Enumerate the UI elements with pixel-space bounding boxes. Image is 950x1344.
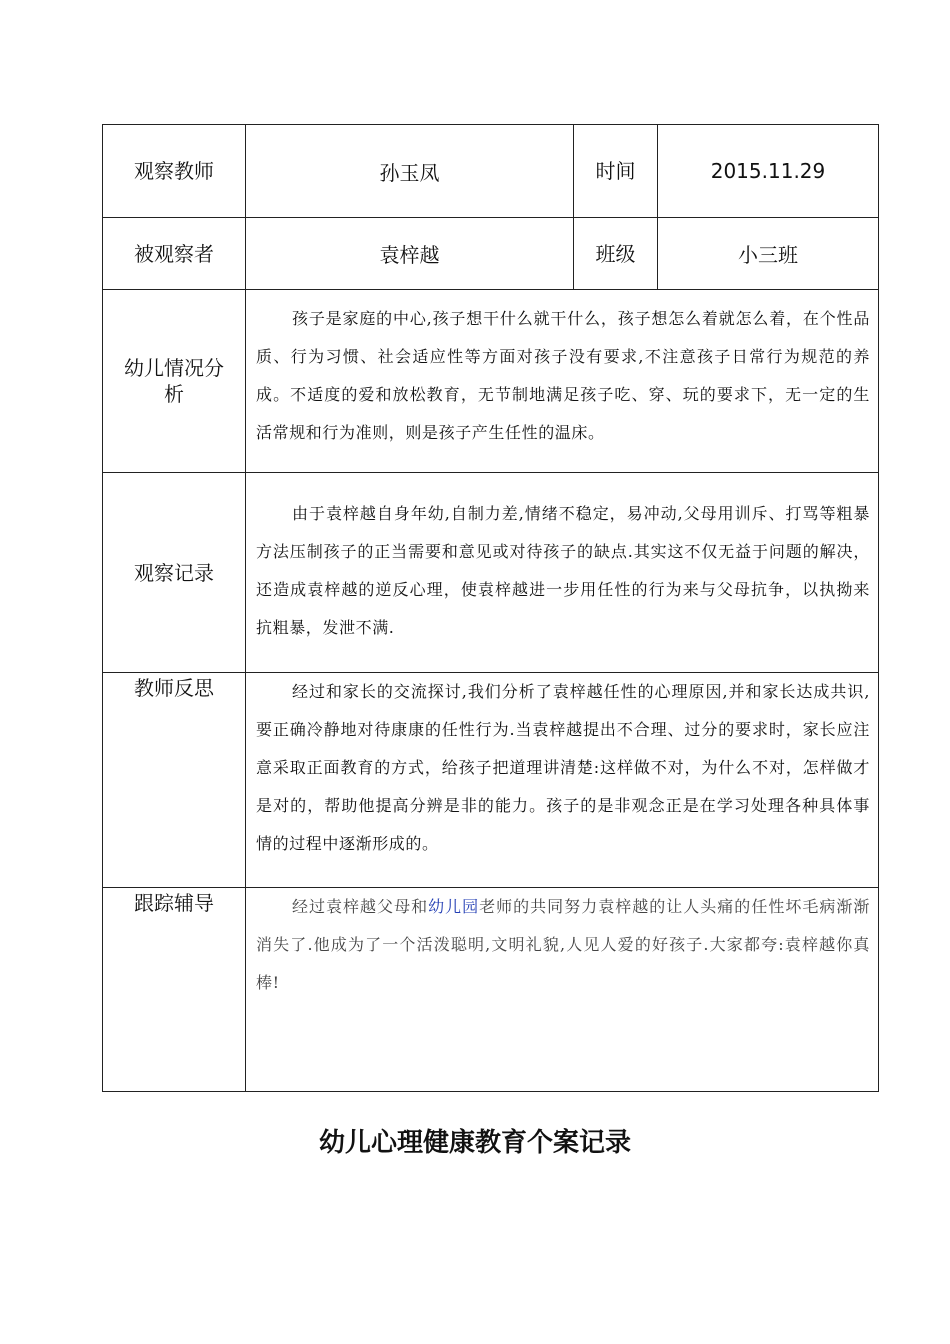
analysis-content	[246, 290, 879, 473]
reflection-content	[246, 673, 879, 888]
time-value: 2015.11.29	[658, 125, 879, 218]
reflection-row	[103, 673, 879, 888]
followup-text-after: 老师的共同努力袁梓越的让人头痛的任性坏毛病渐渐消失了.他成为了一个活泼聪明,文明礼貌,人见人爱的好孩子.大家都夸:袁梓越你真棒!	[256, 897, 870, 992]
time-label: 时间	[574, 125, 658, 218]
followup-row	[103, 888, 879, 1092]
analysis-label-text: 幼儿情况分析	[124, 356, 224, 406]
observer-value: 孙玉凤	[246, 125, 574, 218]
followup-paragraph	[256, 888, 870, 1002]
class-label: 班级	[574, 218, 658, 290]
record-row	[103, 473, 879, 673]
kindergarten-link[interactable]: 幼儿园	[428, 897, 480, 916]
subject-label: 被观察者	[103, 218, 246, 290]
followup-label: 跟踪辅导	[103, 888, 246, 1092]
reflection-paragraph: 经过和家长的交流探讨,我们分析了袁梓越任性的心理原因,并和家长达成共识,要正确冷静地对待康康的任性行为.当袁梓越提出不合理、过分的要求时，家长应注意采取正面教育的方式，给孩子把道理讲清楚:这样做不对，为什么不对，怎样做才是对的，帮助他提高分辨是非的能力。孩子的是非观念正是在学习处理各种具体事情的过程中逐渐形成的。	[256, 682, 870, 853]
class-value: 小三班	[658, 218, 879, 290]
observer-label: 观察教师	[103, 125, 246, 218]
observer-row	[103, 125, 879, 218]
subject-value: 袁梓越	[246, 218, 574, 290]
record-paragraph: 由于袁梓越自身年幼,自制力差,情绪不稳定，易冲动,父母用训斥、打骂等粗暴方法压制孩子的正当需要和意见或对待孩子的缺点.其实这不仅无益于问题的解决，还造成袁梓越的逆反心理，使袁梓越进一步用任性的行为来与父母抗争，以执拗来抗粗暴，发泄不满.	[256, 504, 870, 637]
record-label: 观察记录	[103, 473, 246, 673]
document-title: 幼儿心理健康教育个案记录	[318, 1128, 631, 1158]
followup-text-before: 经过袁梓越父母和	[292, 897, 429, 916]
record-content	[246, 473, 879, 673]
analysis-label	[103, 290, 246, 473]
observation-record-table	[102, 124, 879, 1092]
analysis-paragraph: 孩子是家庭的中心,孩子想干什么就干什么，孩子想怎么着就怎么着，在个性品质、行为习惯、社会适应性等方面对孩子没有要求,不注意孩子日常行为规范的养成。不适度的爱和放松教育，无节制地满足孩子吃、穿、玩的要求下，无一定的生活常规和行为准则，则是孩子产生任性的温床。	[256, 309, 870, 442]
followup-content	[246, 888, 879, 1092]
analysis-row	[103, 290, 879, 473]
subject-row	[103, 218, 879, 290]
reflection-label: 教师反思	[103, 673, 246, 888]
